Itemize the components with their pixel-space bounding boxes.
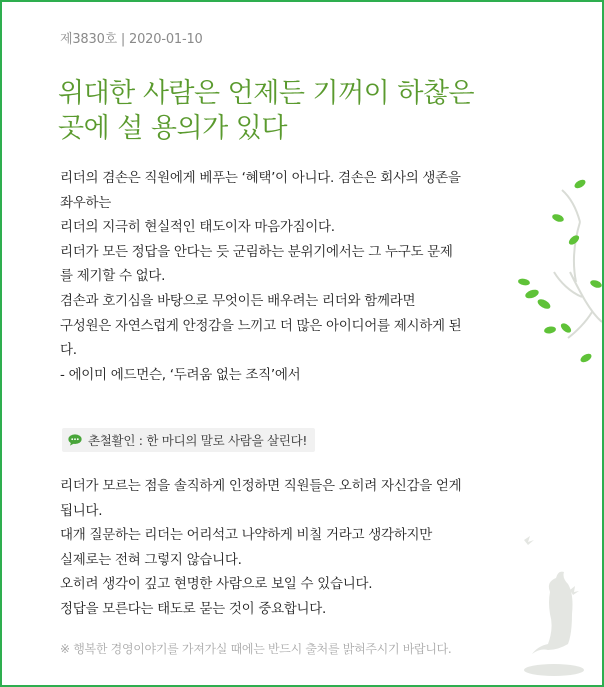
- text-line: 리더의 겸손은 직원에게 베푸는 ‘혜택’이 아니다. 겸손은 회사의 생존을: [60, 170, 461, 186]
- text-line: 리더의 지극히 현실적인 태도이자 마음가짐이다.: [60, 219, 335, 236]
- text-line: 리더가 모든 정답을 안다는 듯 군림하는 분위기에서는 그 누구도 문제: [60, 243, 453, 260]
- text-line: 됩니다.: [60, 502, 103, 519]
- speech-bubble-icon: [68, 434, 82, 446]
- text-line: 오히려 생각이 깊고 현명한 사람으로 보일 수 있습니다.: [60, 576, 373, 593]
- text-line: 다.: [60, 342, 77, 359]
- headline-line: 위대한 사람은 언제든 기꺼이 하찮은: [58, 78, 475, 109]
- text-line: 정답을 모른다는 태도로 묻는 것이 중요합니다.: [60, 600, 327, 617]
- commentary-badge-label: 촌철활인 : 한 마디의 말로 사람을 살린다!: [88, 433, 308, 448]
- text-line: 실제로는 전혀 그렇지 않습니다.: [60, 551, 242, 568]
- cat-and-butterflies-illustration: [514, 522, 594, 678]
- commentary-paragraph: [60, 474, 520, 622]
- headline-line: 곳에 설 용의가 있다: [58, 113, 287, 144]
- text-line: 구성원은 자연스럽게 안정감을 느끼고 더 많은 아이디어를 제시하게 된: [60, 317, 462, 334]
- issue-meta: 제3830호 | 2020-01-10: [60, 32, 203, 47]
- headline: [58, 76, 528, 146]
- copyright-notice: ※ 행복한 경영이야기를 가져가실 때에는 반드시 출처를 밝혀주시기 바랍니다.: [60, 642, 452, 656]
- text-line: 를 제기할 수 없다.: [60, 268, 166, 285]
- leafy-branch-illustration: [510, 172, 602, 372]
- text-line: 좌우하는: [60, 194, 111, 211]
- text-line: 대개 질문하는 리더는 어리석고 나약하게 비칠 거라고 생각하지만: [60, 527, 432, 544]
- text-line: 리더가 모르는 점을 솔직하게 인정하면 직원들은 오히려 자신감을 얻게: [60, 478, 462, 494]
- text-line: - 에이미 에드먼슨, ‘두려움 없는 조직’에서: [60, 366, 301, 383]
- quote-paragraph: [60, 166, 520, 387]
- commentary-badge: [62, 428, 315, 452]
- text-line: 겸손과 호기심을 바탕으로 무엇이든 배우려는 리더와 함께라면: [60, 292, 416, 309]
